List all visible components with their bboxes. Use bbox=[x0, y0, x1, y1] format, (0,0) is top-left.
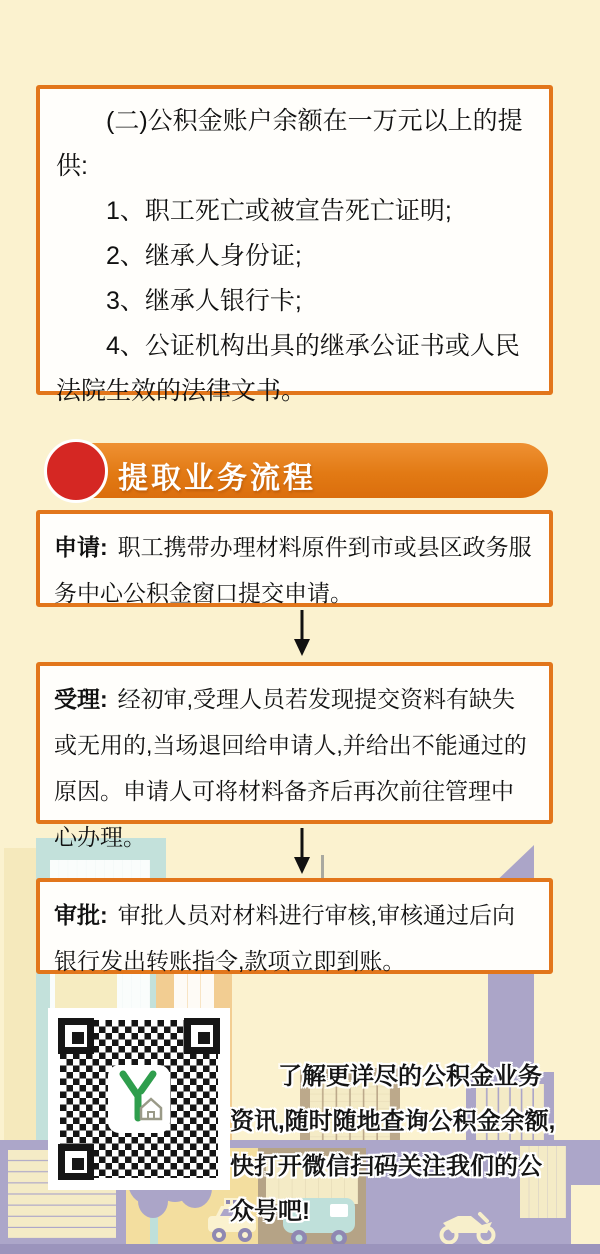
flow-step-text: 经初审,受理人员若发现提交资料有缺失或无用的,当场退回给申请人,并给出不能通过的原因。申请人可将材料备齐后再次前往管理中心办理。 bbox=[54, 686, 527, 850]
section-title: 提取业务流程 bbox=[118, 462, 316, 495]
requirement-item: 3、继承人银行卡; bbox=[106, 287, 302, 315]
requirement-item: 1、职工死亡或被宣告死亡证明; bbox=[106, 197, 452, 225]
requirements-intro: (二)公积金账户余额在一万元以上的提供: bbox=[56, 107, 523, 180]
flow-step-text: 审批人员对材料进行审核,审核通过后向银行发出转账指令,款项立即到账。 bbox=[54, 902, 516, 974]
qr-finder-icon bbox=[58, 1018, 94, 1054]
flow-step-label: 受理: bbox=[54, 686, 108, 712]
flow-step-accept bbox=[36, 662, 553, 850]
requirement-item: 4、公证机构出具的继承公证书或人民法院生效的法律文书。 bbox=[56, 332, 520, 405]
flow-step-apply bbox=[36, 510, 553, 607]
flow-arrow-down-icon bbox=[292, 828, 312, 874]
requirements-box bbox=[36, 85, 553, 405]
flow-step-approve bbox=[36, 878, 553, 974]
building-cream-right-edge bbox=[571, 1185, 600, 1245]
requirement-item: 2、继承人身份证; bbox=[106, 242, 302, 270]
road bbox=[0, 1244, 600, 1254]
provident-fund-logo bbox=[111, 1068, 167, 1130]
qr-code-card bbox=[48, 1008, 230, 1190]
red-circle-badge bbox=[44, 439, 108, 503]
flow-step-label: 申请: bbox=[54, 534, 108, 560]
flow-arrow-down-icon bbox=[292, 610, 312, 656]
qr-finder-icon bbox=[58, 1144, 94, 1180]
qr-finder-icon bbox=[184, 1018, 220, 1054]
flow-step-text: 职工携带办理材料原件到市或县区政务服务中心公积金窗口提交申请。 bbox=[54, 534, 532, 606]
section-banner bbox=[50, 443, 548, 498]
flow-step-label: 审批: bbox=[54, 902, 108, 928]
promo-text: 了解更详尽的公积金业务资讯,随时随地查询公积金余额,快打开微信扫码关注我们的公众号吧! bbox=[230, 1063, 556, 1225]
